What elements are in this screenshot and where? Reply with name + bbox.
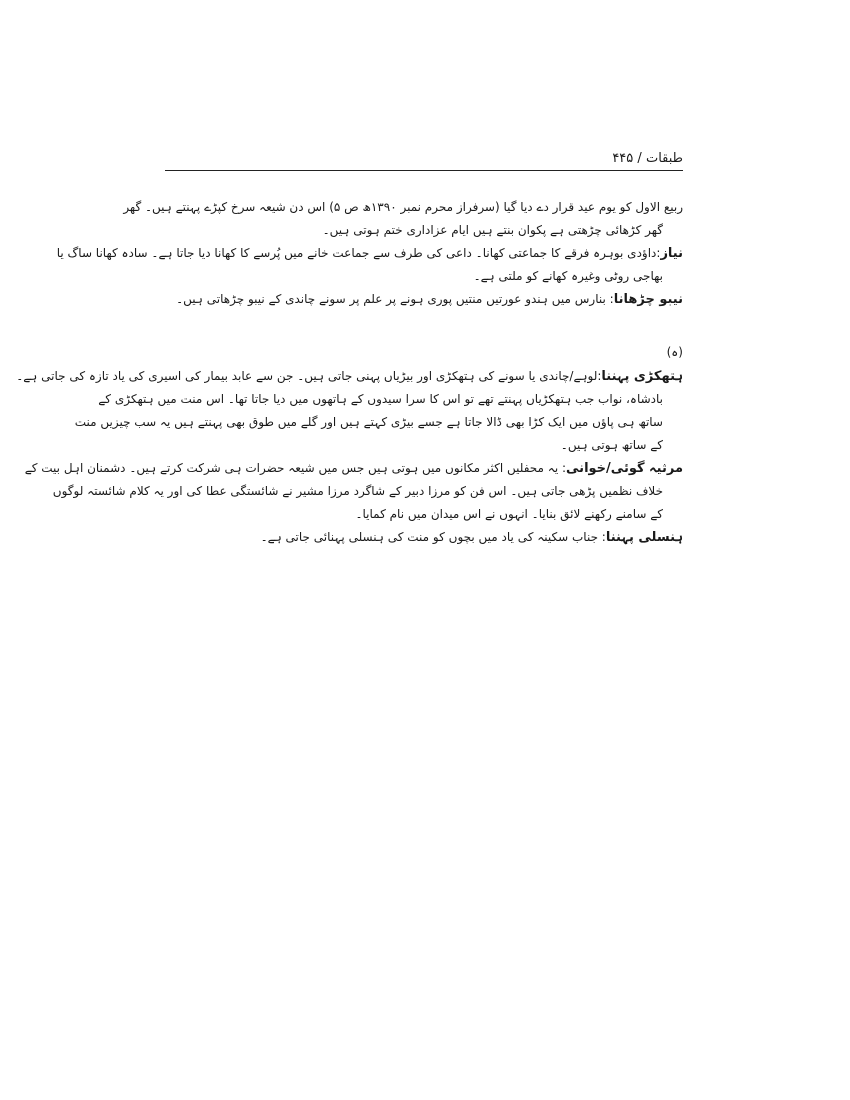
text-line: بھاجی روٹی وغیرہ کھانے کو ملتی ہے۔	[473, 269, 663, 283]
glossary-entry-first-line	[24, 457, 683, 480]
glossary-entry-first-line	[56, 242, 683, 265]
glossary-term: ہنسلی پہننا	[605, 530, 683, 545]
running-header	[165, 149, 683, 169]
text-line: خلاف نظمیں پڑھی جاتی ہیں۔ اس فن کو مرزا دبیر کے شاگرد مرزا مشیر نے شائستگی عطا کی اور یہ کلام شائستہ لوگوں	[52, 484, 663, 498]
page-number: ۴۴۵	[612, 151, 634, 166]
body-text	[16, 196, 683, 549]
glossary-definition: :لوہے/چاندی یا سونے کی ہتھکڑی اور بیڑیاں پہنی جاتی ہیں۔ جن سے عابد بیمار کی اسیری کی یاد تازہ کی جاتی ہے۔	[16, 369, 602, 383]
glossary-entry-first-line	[16, 365, 683, 388]
glossary-term: نیبو چڑھانا	[613, 292, 683, 307]
glossary-entry-first-line	[165, 288, 683, 311]
text-line: کے سامنے رکھنے لائق بنایا۔ انہوں نے اس میدان میں نام کمایا۔	[355, 507, 663, 521]
header-rule	[165, 170, 683, 171]
text-line: گھر کڑھائی چڑھتی ہے پکوان بنتے ہیں ایام عزاداری ختم ہوتی ہیں۔	[322, 223, 663, 237]
glossary-term: مرثیہ گوئی/خوانی	[566, 461, 683, 476]
book-title: طبقات	[645, 151, 683, 166]
glossary-term: نیاز	[660, 246, 683, 261]
glossary-term: ہتھکڑی پہننا	[601, 369, 683, 384]
section-letter-heading: (ہ)	[666, 345, 683, 359]
text-line: بادشاہ، نواب جب ہتھکڑیاں پہنتے تھے تو اس کا سرا سیدوں کے ہاتھوں میں دیا جاتا تھا۔ اس منت میں ہتھکڑی کے	[98, 392, 663, 406]
header-separator: /	[637, 151, 642, 166]
glossary-definition: :داؤدی بوہرہ فرقے کا جماعتی کھانا۔ داعی کی طرف سے جماعت خانے میں پُرسے کا کھانا دیا جاتا ہے۔ سادہ کھانا ساگ یا	[56, 246, 661, 260]
text-line: ربیع الاول کو یوم عید قرار دے دیا گیا (سرفراز محرم نمبر ۱۳۹۰ھ ص ۵) اس دن شیعہ سرخ کپڑے پہنتے ہیں۔ گھر	[123, 200, 683, 214]
glossary-definition: : جناب سکینہ کی یاد میں بچوں کو منت کی ہنسلی پہنائی جاتی ہے۔	[260, 530, 606, 544]
glossary-entry-first-line	[165, 526, 683, 549]
glossary-definition: : یہ محفلیں اکثر مکانوں میں ہوتی ہیں جس میں شیعہ حضرات ہی شرکت کرتے ہیں۔ دشمنان اہل بیت کے	[24, 461, 567, 475]
text-line: ساتھ ہی پاؤں میں ایک کڑا بھی ڈالا جاتا ہے جسے بیڑی کہتے ہیں اور گلے میں طوق بھی پہنتے ہیں یہ سب چیزیں منت	[74, 415, 663, 429]
text-line: کے ساتھ ہوتی ہیں۔	[560, 438, 663, 452]
glossary-definition: : بنارس میں ہندو عورتیں منتیں پوری ہونے پر علم پر سونے چاندی کے نیبو چڑھاتی ہیں۔	[176, 292, 614, 306]
